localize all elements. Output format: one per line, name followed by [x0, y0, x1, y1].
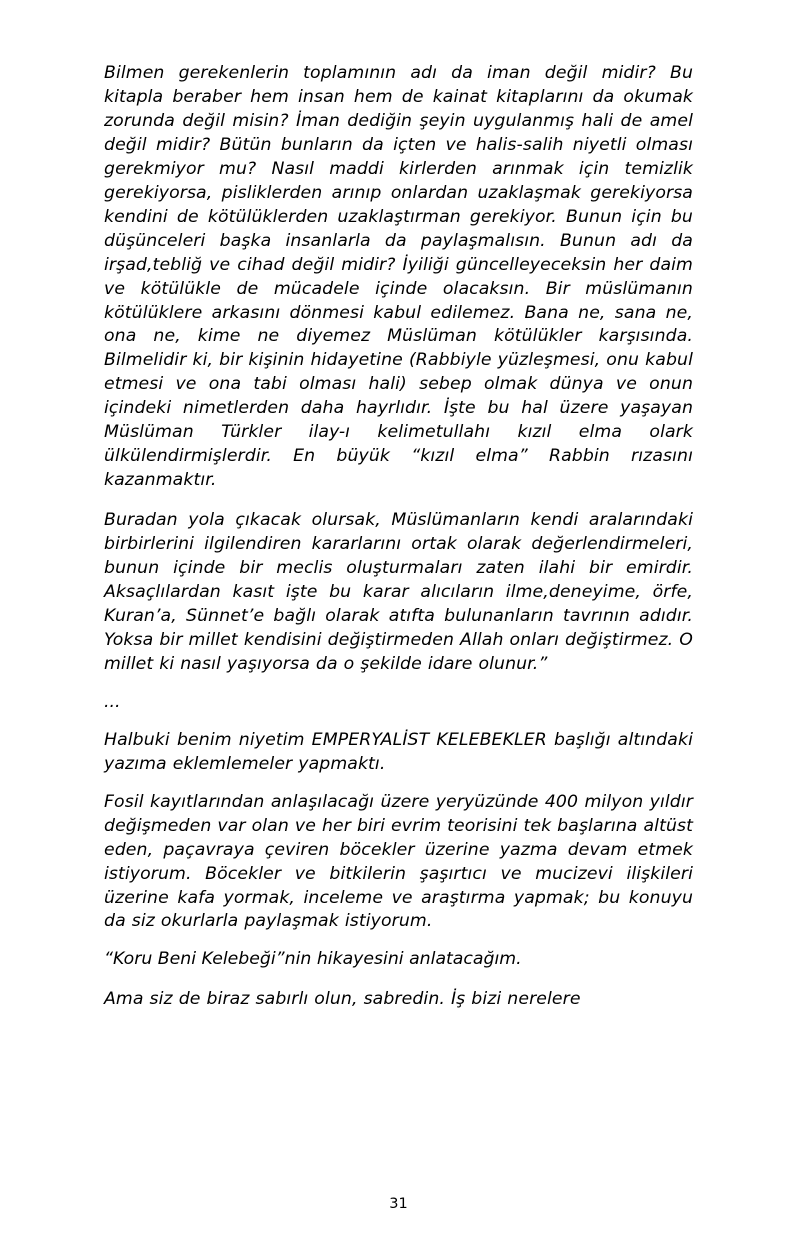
paragraph-1: Bilmen gerekenlerin toplamının adı da iman değil midir? Bu kitapla beraber hem insan hem de kainat kitaplarını da okumak zorunda değil misin? İman dediğin şeyin uygulanmış hali de amel değil midir? Bütün bunların da içten ve halis-salih niyetli olması gerekmiyor mu? Nasıl maddi kirlerden arınmak için temizlik gerekiyorsa, pisliklerden arınıp onlardan uzaklaşmak gerekiyorsa kendini de kötülüklerden uzaklaştırman gerekiyor. Bunun için bu düşünceleri başka insanlarla da paylaşmalısın. Bunun adı da irşad,tebliğ ve cihad değil midir? İyiliği güncelleyeceksin her daim ve kötülükle de mücadele içinde olacaksın. Bir müslümanın kötülüklere arkasını dönmesi kabul edilemez. Bana ne, sana ne, ona ne, kime ne diyemez Müslüman kötülükler karşısında. Bilmelidir ki, bir kişinin hidayetine (Rabbiyle yüzleşmesi, onu kabul etmesi ve ona tabi olması hali) sebep olmak dünya ve onun içindeki nimetlerden daha hayrlıdır. İşte bu hal üzere yaşayan Müslüman Türkler ilay-ı kelimetullahı kızıl elma olark ülkülendirmişlerdir. En büyük “kızıl elma” Rabbin rızasını kazanmaktır. — [104, 63, 693, 491]
paragraph-4: Halbuki benim niyetim EMPERYALİST KELEBEKLER başlığı altındaki yazıma eklemlemeler yapmaktı. — [104, 729, 693, 774]
paragraph-2: Buradan yola çıkacak olursak, Müslümanların kendi aralarındaki birbirlerini ilgilendiren kararlarını ortak olarak değerlendirmeleri, bunun içinde bir meclis oluşturmaları zaten ilahi bir emirdir. Aksaçlılardan kasıt işte bu karar alıcıların ilme,deneyime, örfe, Kuran’a, Sünnet’e bağlı olarak atıfta bulunanların tavrının adıdır. Yoksa bir millet kendisini değiştirmeden Allah onları değiştirmez. O millet ki nasıl yaşıyorsa da o şekilde idare olunur.” — [104, 510, 693, 674]
paragraph-6: “Koru Beni Kelebeği”nin hikayesini anlatacağım. — [104, 949, 522, 970]
paragraph-7: Ama siz de biraz sabırlı olun, sabredin. İş bizi nerelere — [104, 989, 581, 1010]
paragraph-5: Fosil kayıtlarından anlaşılacağı üzere yeryüzünde 400 milyon yıldır değişmeden var olan ve her biri evrim teorisini tek başlarına altüst eden, paçavraya çeviren böcekler üzerine yazma devam etmek istiyorum. Böcekler ve bitkilerin şaşırtıcı ve mucizevi ilişkileri üzerine kafa yormak, inceleme ve araştırma yapmak; bu konuyu da siz okurlarla paylaşmak istiyorum. — [104, 791, 693, 932]
page-number: 31 — [389, 1196, 408, 1212]
paragraph-ellipsis: ... — [104, 691, 121, 712]
